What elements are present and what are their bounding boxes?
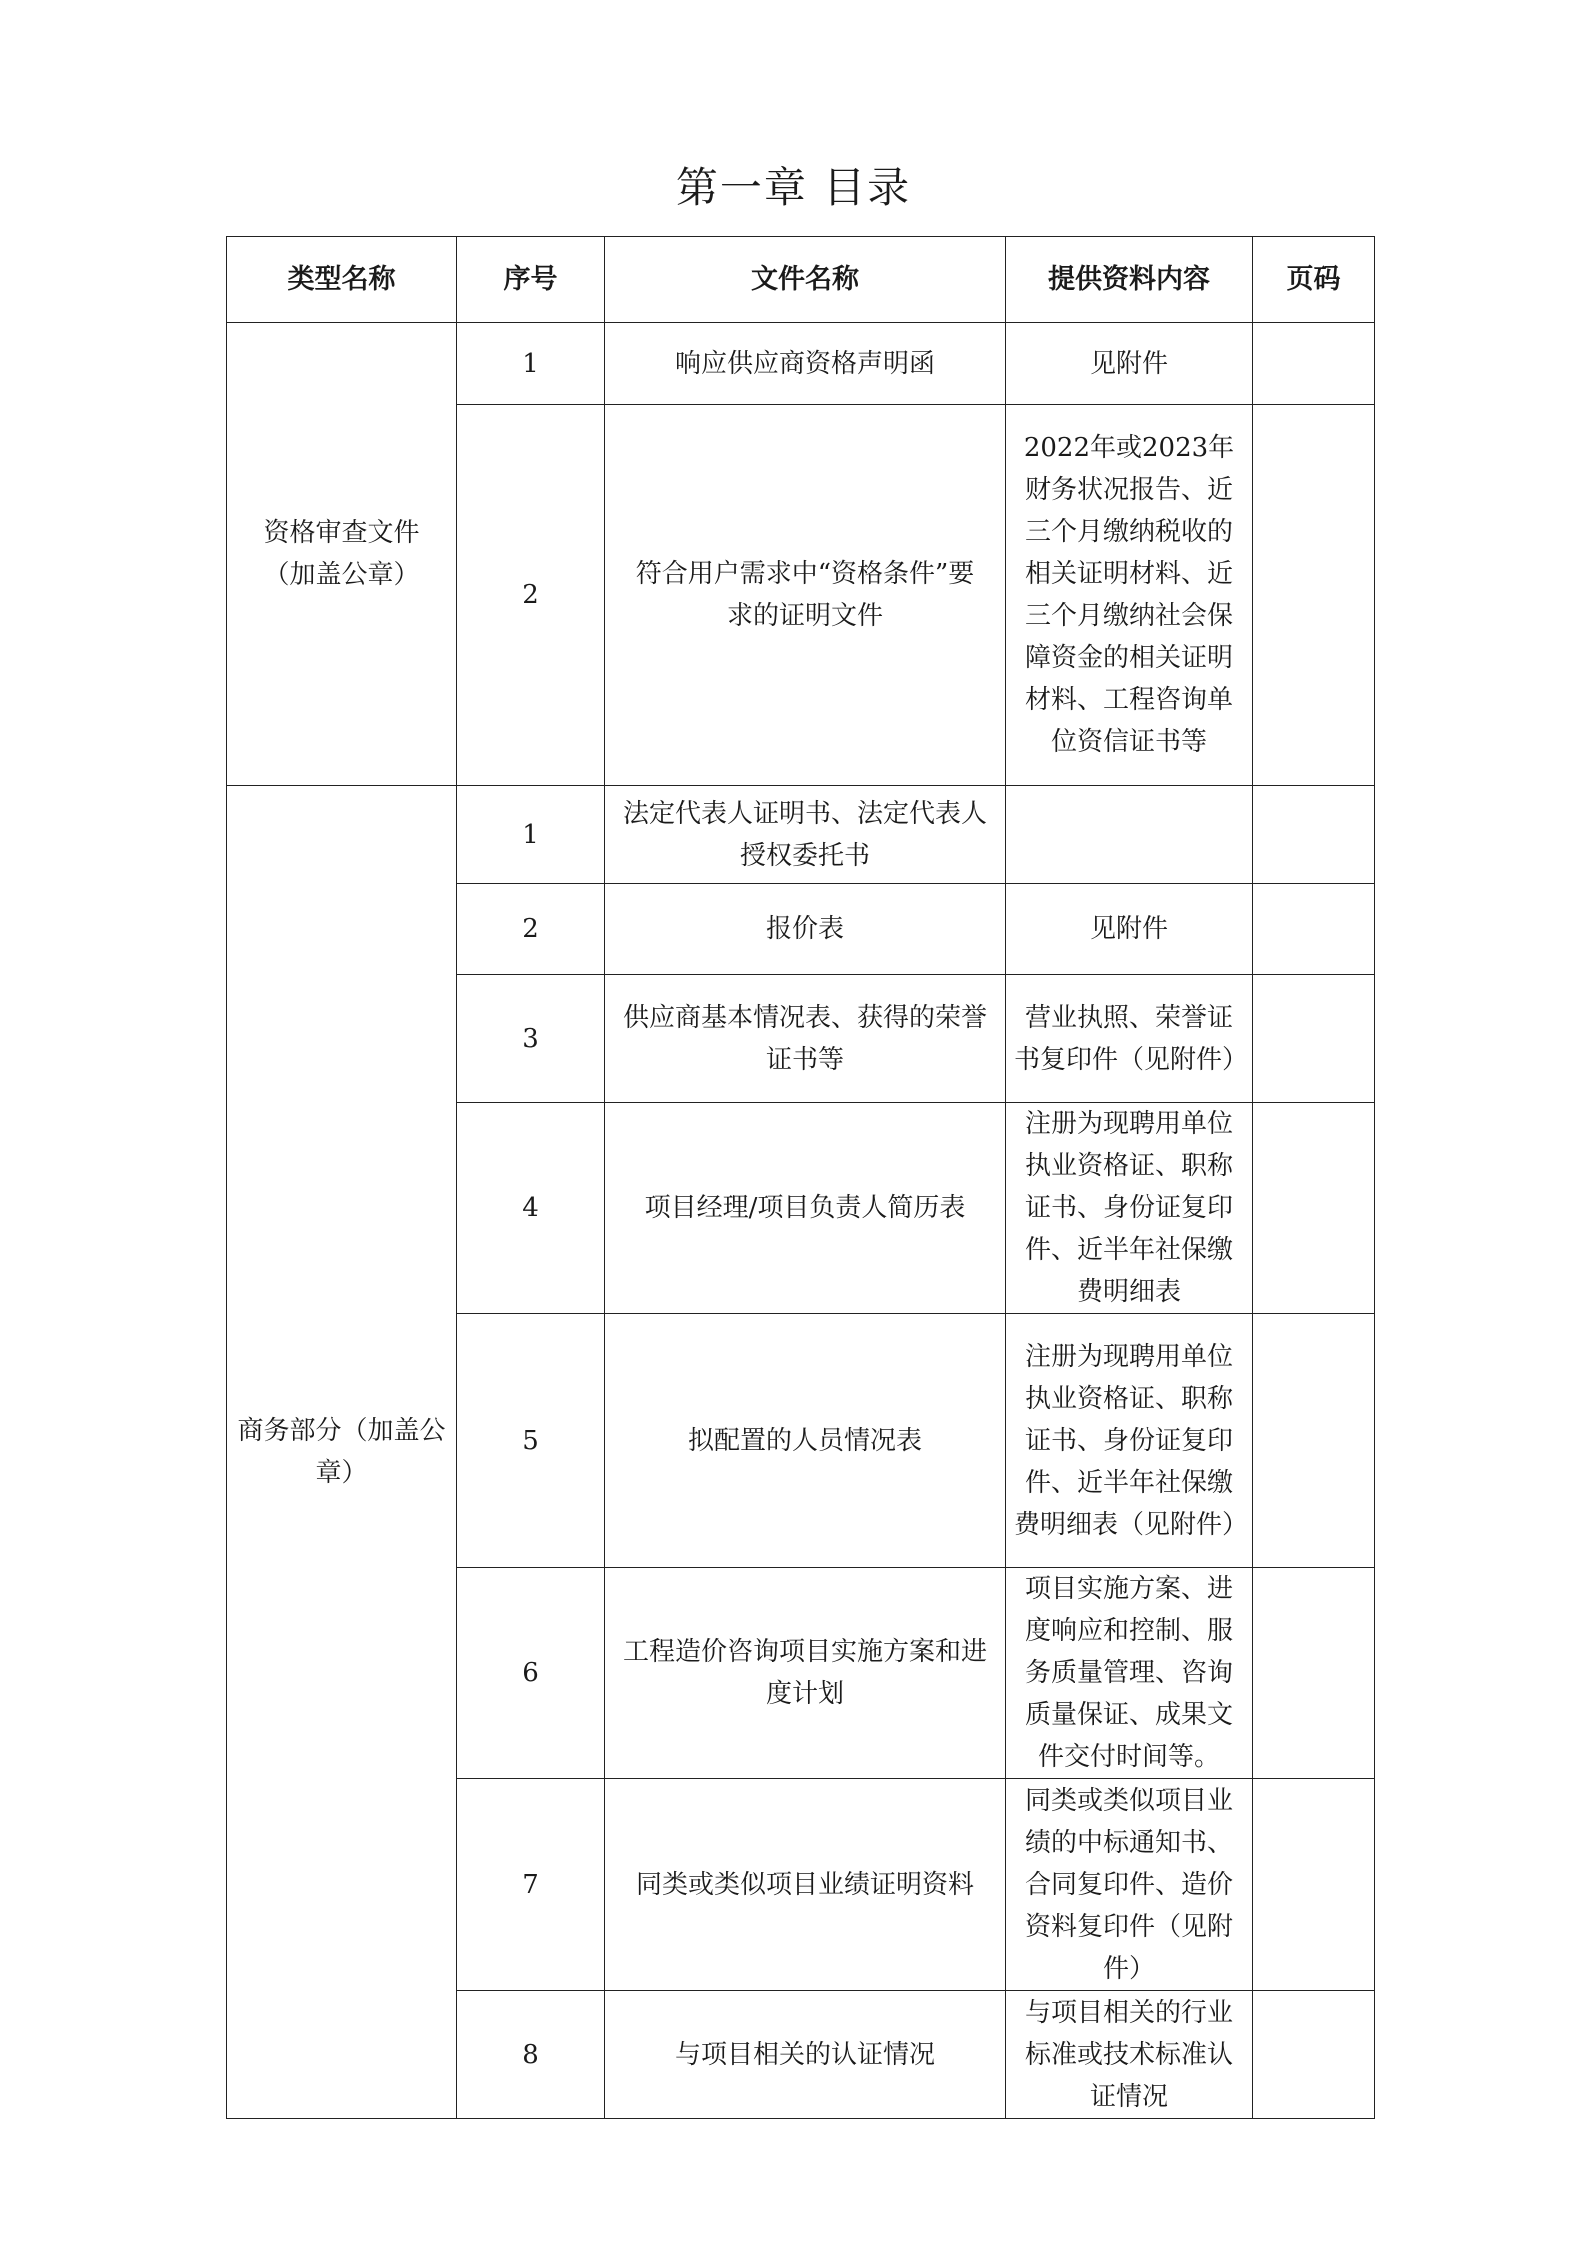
file-name-cell: 报价表	[605, 884, 1006, 975]
content-cell: 注册为现聘用单位执业资格证、职称证书、身份证复印件、近半年社保缴费明细表（见附件）	[1006, 1314, 1253, 1568]
page-cell	[1253, 1991, 1375, 2119]
type-name-cell: 资格审查文件（加盖公章）	[227, 323, 457, 786]
page-cell	[1253, 1568, 1375, 1779]
page-cell	[1253, 1103, 1375, 1314]
header-type-name: 类型名称	[227, 237, 457, 323]
file-name-cell: 法定代表人证明书、法定代表人授权委托书	[605, 786, 1006, 884]
type-name-cell: 商务部分（加盖公章）	[227, 786, 457, 2119]
seq-cell: 1	[457, 786, 605, 884]
content-cell: 项目实施方案、进度响应和控制、服务质量管理、咨询质量保证、成果文件交付时间等。	[1006, 1568, 1253, 1779]
file-name-cell: 响应供应商资格声明函	[605, 323, 1006, 405]
file-name-cell: 同类或类似项目业绩证明资料	[605, 1779, 1006, 1991]
seq-cell: 4	[457, 1103, 605, 1314]
seq-cell: 5	[457, 1314, 605, 1568]
content-cell: 注册为现聘用单位执业资格证、职称证书、身份证复印件、近半年社保缴费明细表	[1006, 1103, 1253, 1314]
page-cell	[1253, 323, 1375, 405]
seq-cell: 1	[457, 323, 605, 405]
seq-cell: 6	[457, 1568, 605, 1779]
content-cell: 见附件	[1006, 884, 1253, 975]
toc-table	[226, 236, 1375, 2119]
seq-cell: 3	[457, 975, 605, 1103]
file-name-cell: 工程造价咨询项目实施方案和进度计划	[605, 1568, 1006, 1779]
table-row	[227, 323, 1375, 405]
file-name-cell: 供应商基本情况表、获得的荣誉证书等	[605, 975, 1006, 1103]
page-cell	[1253, 1314, 1375, 1568]
file-name-cell: 与项目相关的认证情况	[605, 1991, 1006, 2119]
content-cell: 2022年或2023年财务状况报告、近三个月缴纳税收的相关证明材料、近三个月缴纳社会保障资金的相关证明材料、工程咨询单位资信证书等	[1006, 405, 1253, 786]
content-cell: 与项目相关的行业标准或技术标准认证情况	[1006, 1991, 1253, 2119]
page-title: 第一章 目录	[675, 163, 912, 212]
content-cell: 同类或类似项目业绩的中标通知书、合同复印件、造价资料复印件（见附件）	[1006, 1779, 1253, 1991]
page-cell	[1253, 1779, 1375, 1991]
file-name-cell: 项目经理/项目负责人简历表	[605, 1103, 1006, 1314]
page-cell	[1253, 884, 1375, 975]
file-name-cell: 拟配置的人员情况表	[605, 1314, 1006, 1568]
page-cell	[1253, 975, 1375, 1103]
table-header-row	[227, 237, 1375, 323]
seq-cell: 2	[457, 405, 605, 786]
header-seq: 序号	[457, 237, 605, 323]
seq-cell: 7	[457, 1779, 605, 1991]
table-row	[227, 786, 1375, 884]
seq-cell: 8	[457, 1991, 605, 2119]
page-cell	[1253, 405, 1375, 786]
header-file-name: 文件名称	[605, 237, 1006, 323]
content-cell: 见附件	[1006, 323, 1253, 405]
header-content: 提供资料内容	[1006, 237, 1253, 323]
content-cell	[1006, 786, 1253, 884]
seq-cell: 2	[457, 884, 605, 975]
content-cell: 营业执照、荣誉证书复印件（见附件）	[1006, 975, 1253, 1103]
file-name-cell: 符合用户需求中“资格条件”要求的证明文件	[605, 405, 1006, 786]
header-page: 页码	[1253, 237, 1375, 323]
page-cell	[1253, 786, 1375, 884]
